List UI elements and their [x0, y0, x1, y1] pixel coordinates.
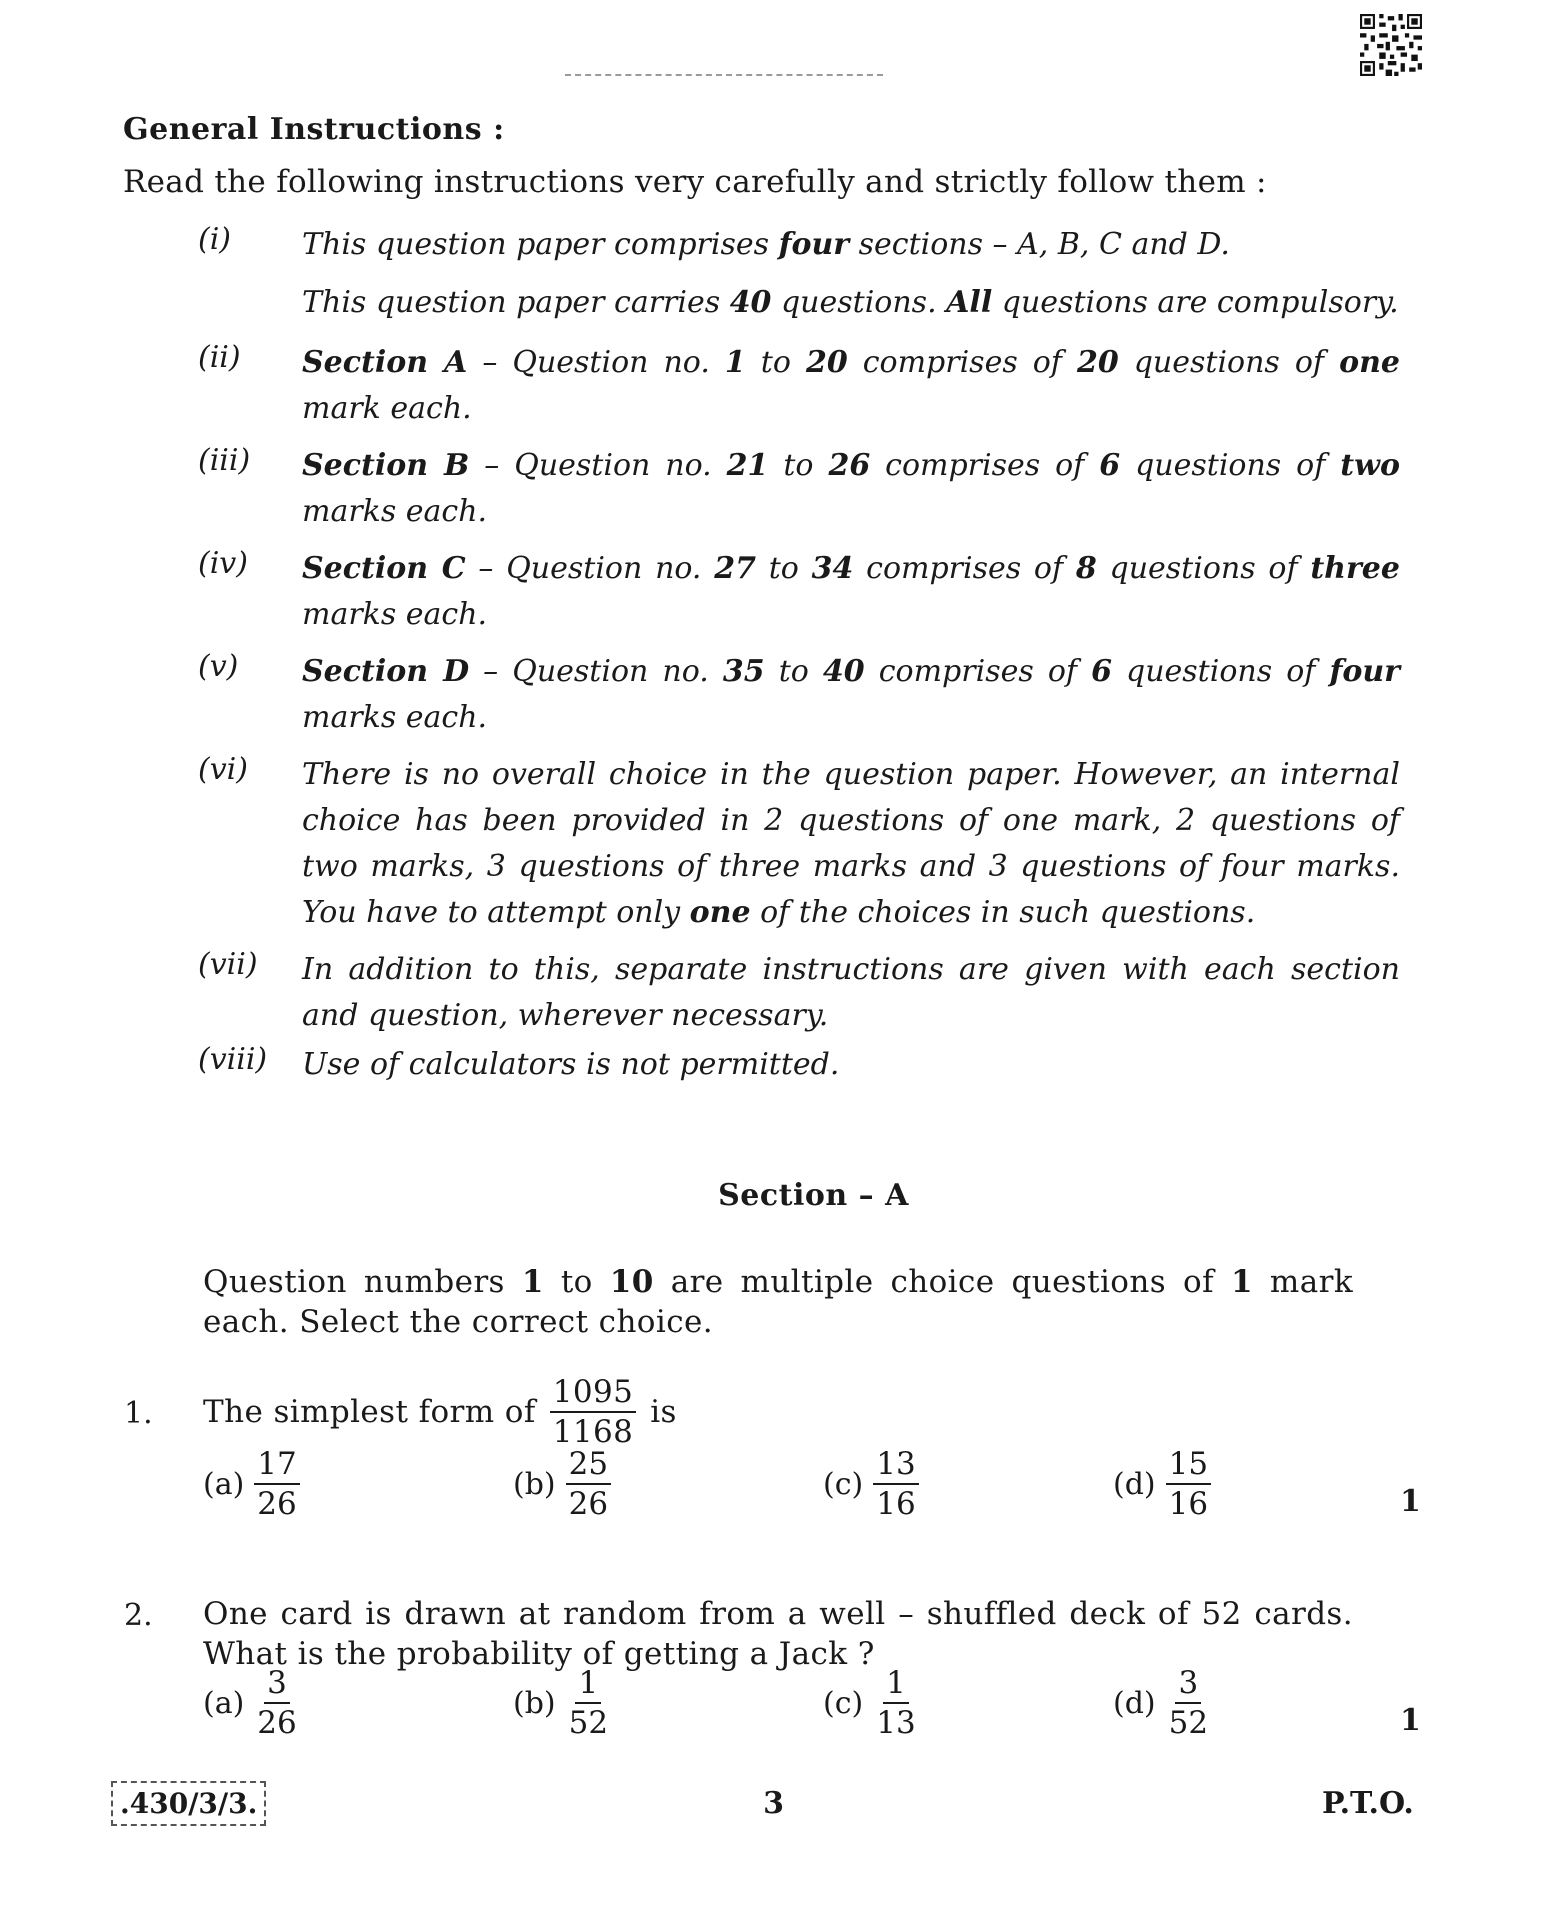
fraction-numerator: 3 [1175, 1666, 1201, 1704]
question-text-line2: What is the probability of getting a Jack ? [203, 1636, 875, 1672]
text-run: questions. [771, 285, 947, 320]
option-label: (b) [513, 1466, 556, 1502]
option-fraction [873, 1666, 918, 1740]
fraction-denominator: 13 [876, 1705, 916, 1742]
fraction-denominator: 26 [257, 1486, 297, 1523]
instruction-text [302, 280, 1400, 326]
bold-text: 20 [1076, 345, 1119, 380]
top-dotted-rule [565, 74, 883, 76]
question-number: 1. [124, 1396, 153, 1431]
bold-text: 1 [724, 345, 746, 380]
bold-text: 35 [722, 654, 765, 689]
bold-text: 40 [729, 285, 772, 320]
pto-label: P.T.O. [1322, 1786, 1414, 1821]
bold-text: one [689, 895, 751, 930]
option-label: (c) [823, 1466, 864, 1502]
general-instructions-intro: Read the following instructions very carefully and strictly follow them : [123, 164, 1267, 200]
question-fraction [550, 1375, 637, 1449]
text-run: Question numbers [203, 1264, 522, 1300]
instruction-number: (iv) [198, 546, 248, 581]
bold-text: four [778, 227, 850, 262]
option-c [823, 1447, 919, 1521]
fraction-numerator: 1095 [550, 1375, 637, 1413]
fraction-numerator: 15 [1166, 1447, 1211, 1485]
text-run: comprises of [853, 551, 1076, 586]
option-a [203, 1666, 300, 1740]
question-text-after: is [650, 1394, 677, 1431]
question-marks: 1 [1400, 1484, 1421, 1519]
instruction-text [302, 340, 1400, 432]
instruction-text [302, 752, 1400, 936]
instruction-number: (viii) [198, 1042, 268, 1077]
text-run: are multiple choice questions of [653, 1264, 1231, 1300]
option-label: (a) [203, 1466, 245, 1502]
text-run: questions of [1111, 654, 1330, 689]
option-fraction [254, 1447, 299, 1521]
fraction-denominator: 26 [568, 1486, 609, 1523]
option-fraction [873, 1447, 918, 1521]
text-run: to [768, 448, 829, 483]
text-run: to [745, 345, 806, 380]
text-run: This question paper carries [302, 285, 730, 320]
fraction-numerator: 3 [264, 1666, 290, 1704]
text-run: sections – A, B, C and D. [849, 227, 1230, 262]
bold-text: Section A [302, 345, 468, 380]
fraction-numerator: 13 [873, 1447, 918, 1485]
fraction-numerator: 1 [575, 1666, 601, 1704]
section-intro [203, 1262, 1353, 1342]
bold-text: All [946, 285, 993, 320]
option-fraction [254, 1666, 299, 1740]
bold-text: 8 [1075, 551, 1097, 586]
option-label: (d) [1113, 1685, 1156, 1721]
option-label: (a) [203, 1685, 245, 1721]
text-run: marks each. [302, 700, 488, 735]
bold-text: one [1339, 345, 1400, 380]
bold-text: two [1340, 448, 1400, 483]
instruction-number: (ii) [198, 340, 241, 375]
bold-text: 1 [521, 1264, 544, 1300]
fraction-numerator: 25 [566, 1447, 611, 1485]
bold-text: 21 [726, 448, 769, 483]
fraction-denominator: 52 [568, 1705, 609, 1742]
instruction-text [302, 1042, 1400, 1088]
question-marks: 1 [1400, 1703, 1421, 1738]
fraction-denominator: 1168 [552, 1414, 634, 1451]
text-run: In addition to this, separate instructions are given with each section and question, wherever necessary. [302, 952, 1400, 1033]
paper-code: .430/3/3. [111, 1781, 266, 1826]
option-fraction [1166, 1447, 1211, 1521]
bold-text: 6 [1091, 654, 1112, 689]
option-label: (d) [1113, 1466, 1156, 1502]
text-run: – Question no. [467, 345, 725, 380]
text-run: marks each. [302, 597, 488, 632]
fraction-numerator: 1 [883, 1666, 909, 1704]
instruction-number: (v) [198, 649, 239, 684]
bold-text: 40 [822, 654, 865, 689]
option-b [513, 1447, 611, 1521]
fraction-numerator: 17 [254, 1447, 299, 1485]
bold-text: 34 [811, 551, 854, 586]
text-run: marks each. [302, 494, 488, 529]
bold-text: 10 [609, 1264, 654, 1300]
text-run: Use of calculators is not permitted. [302, 1047, 840, 1082]
option-c [823, 1666, 919, 1740]
instruction-text [302, 222, 1400, 268]
option-d [1113, 1666, 1211, 1740]
bold-text: 26 [828, 448, 871, 483]
text-run: questions are compulsory. [992, 285, 1399, 320]
option-d [1113, 1447, 1211, 1521]
instruction-text [302, 649, 1400, 741]
option-b [513, 1666, 611, 1740]
text-run: to [755, 551, 812, 586]
question-text [203, 1375, 677, 1449]
text-run: – Question no. [469, 448, 727, 483]
bold-text: 6 [1099, 448, 1121, 483]
option-fraction [566, 1666, 611, 1740]
bold-text: Section B [302, 448, 470, 483]
option-label: (c) [823, 1685, 864, 1721]
text-run: – Question no. [465, 551, 715, 586]
text-run: comprises of [870, 448, 1100, 483]
instruction-text [302, 546, 1400, 638]
option-fraction [1166, 1666, 1211, 1740]
bold-text: Section C [302, 551, 466, 586]
instruction-number: (iii) [198, 443, 251, 478]
text-run: There is no overall choice in the question paper. However, an internal choice has been provided in 2 questions of one mark, 2 questions of two marks, 3 questions of three marks and 3 questions of four marks. You have to attempt only [302, 757, 1400, 930]
instruction-number: (i) [198, 222, 232, 257]
qr-code-icon [1360, 14, 1422, 76]
text-run: questions of [1120, 448, 1341, 483]
page-number: 3 [763, 1786, 784, 1821]
fraction-denominator: 26 [257, 1705, 297, 1742]
fraction-denominator: 52 [1168, 1705, 1209, 1742]
bold-text: Section D [302, 654, 470, 689]
general-instructions-title: General Instructions : [123, 112, 505, 147]
question-text-before: The simplest form of [203, 1394, 536, 1431]
bold-text: 27 [714, 551, 756, 586]
text-run: This question paper comprises [302, 227, 779, 262]
text-run: to [543, 1264, 610, 1300]
text-run: comprises of [847, 345, 1077, 380]
instruction-text [302, 947, 1400, 1039]
option-fraction [566, 1447, 611, 1521]
bold-text: four [1329, 654, 1400, 689]
question-number: 2. [124, 1598, 153, 1633]
text-run: – Question no. [469, 654, 723, 689]
section-heading: Section – A [718, 1178, 909, 1213]
text-run: of the choices in such questions. [750, 895, 1256, 930]
instruction-number: (vii) [198, 947, 258, 982]
option-a [203, 1447, 300, 1521]
option-label: (b) [513, 1685, 556, 1721]
fraction-denominator: 16 [1168, 1486, 1209, 1523]
text-run: mark each. [302, 391, 472, 426]
text-run: mark each. Select the correct choice. [203, 1264, 1354, 1340]
text-run: comprises of [864, 654, 1092, 689]
bold-text: 20 [805, 345, 848, 380]
text-run: questions of [1118, 345, 1340, 380]
bold-text: 1 [1230, 1264, 1253, 1300]
fraction-denominator: 16 [876, 1486, 916, 1523]
question-text-line1: One card is drawn at random from a well – shuffled deck of 52 cards. [203, 1596, 1353, 1632]
text-run: to [764, 654, 823, 689]
instruction-text [302, 443, 1400, 535]
bold-text: three [1310, 551, 1400, 586]
text-run: questions of [1096, 551, 1311, 586]
instruction-number: (vi) [198, 752, 248, 787]
